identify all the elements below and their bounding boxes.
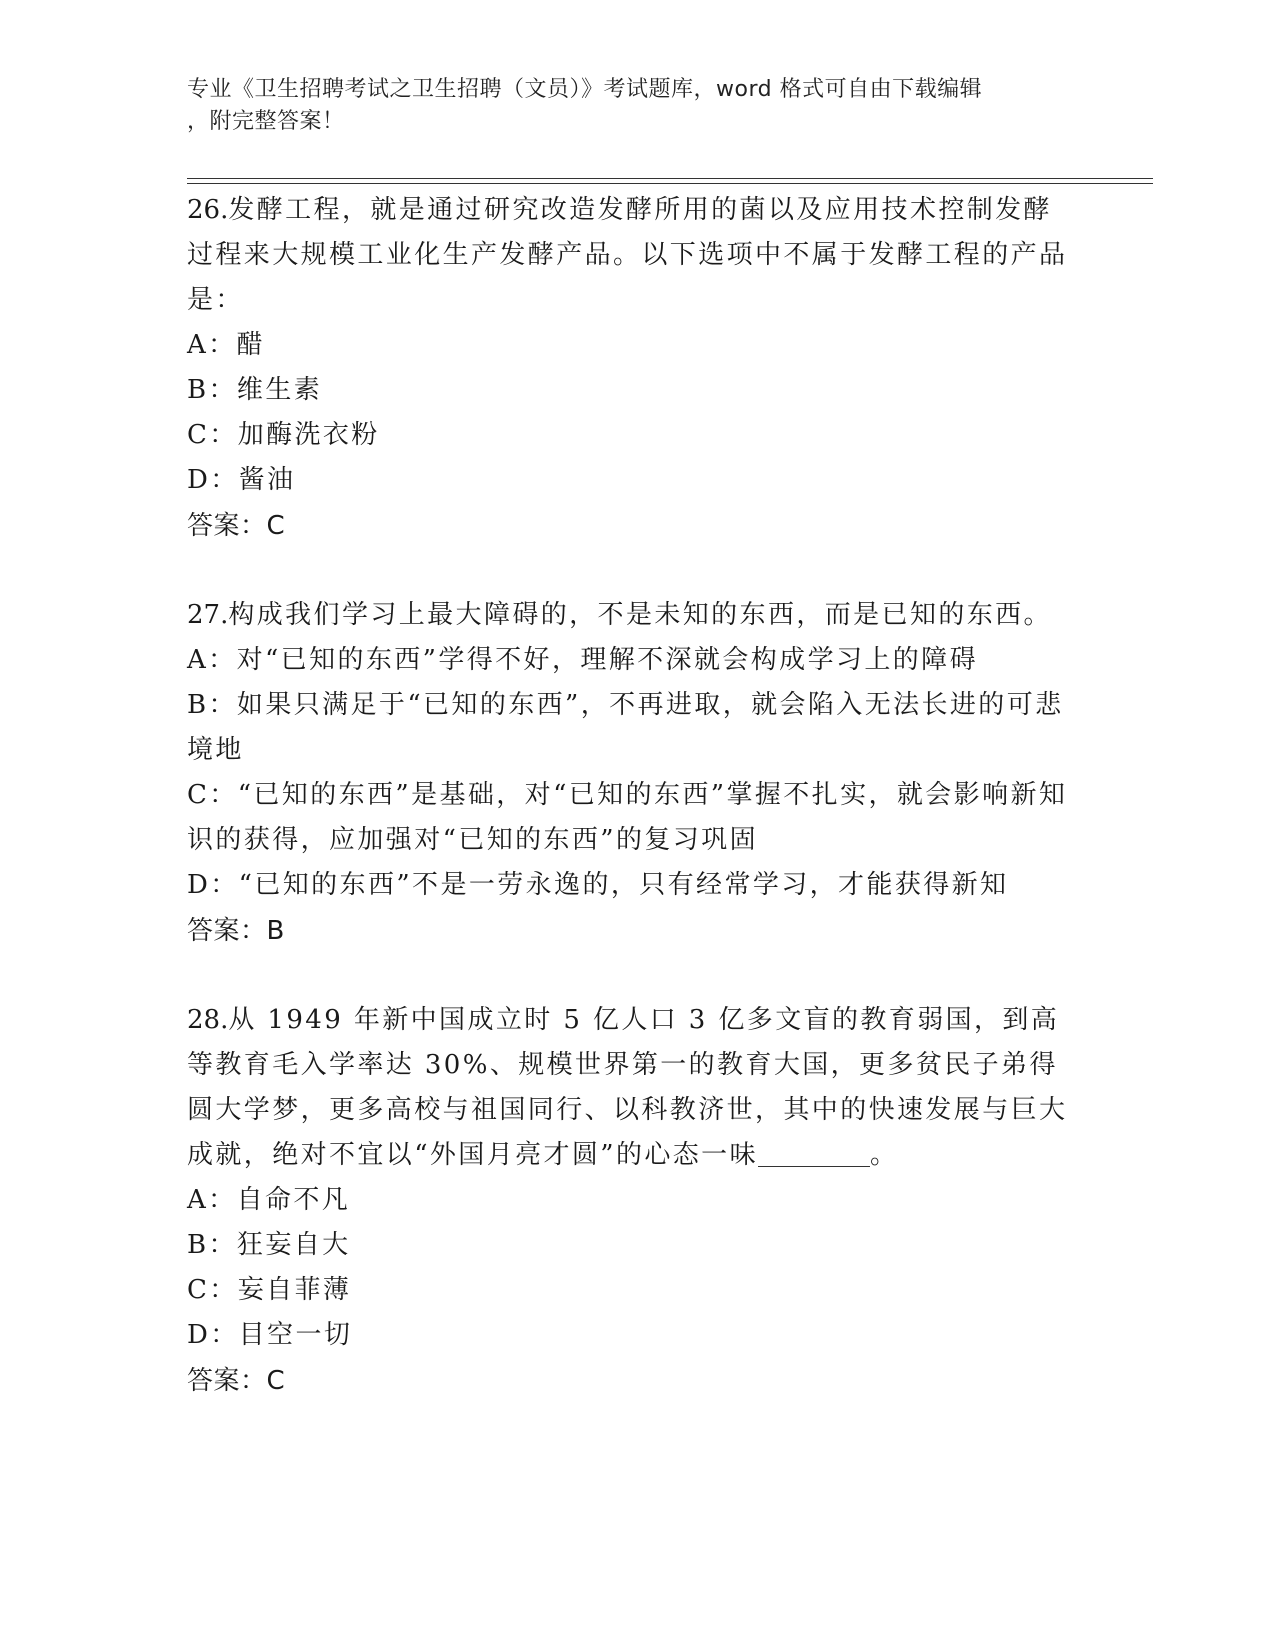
option-a bbox=[187, 638, 1077, 683]
option-label: C： bbox=[187, 1275, 238, 1305]
option-text: 醋 bbox=[236, 330, 265, 360]
question-27 bbox=[187, 593, 1077, 954]
header-line-1: 专业《卫生招聘考试之卫生招聘（文员）》考试题库，word 格式可自由下载编辑 bbox=[187, 77, 983, 102]
question-text: 构成我们学习上最大障碍的，不是未知的东西，而是已知的东西。 bbox=[228, 600, 1052, 630]
option-text: 目空一切 bbox=[238, 1320, 353, 1350]
answer-label: 答案： bbox=[187, 916, 267, 946]
question-number: 26. bbox=[187, 195, 229, 225]
option-text: 狂妄自大 bbox=[236, 1230, 351, 1260]
answer-line bbox=[187, 908, 1077, 954]
option-text: 加酶洗衣粉 bbox=[237, 420, 380, 450]
answer-label: 答案： bbox=[187, 511, 267, 541]
option-label: D： bbox=[187, 465, 239, 495]
option-d bbox=[187, 458, 1077, 503]
option-label: A： bbox=[187, 330, 237, 360]
question-list bbox=[187, 188, 1077, 1404]
header-divider-bottom bbox=[187, 183, 1153, 184]
option-label: C： bbox=[187, 420, 238, 450]
option-text: “已知的东西”不是一劳永逸的，只有经常学习，才能获得新知 bbox=[238, 870, 1009, 900]
question-stem bbox=[187, 998, 1077, 1178]
option-label: A： bbox=[187, 645, 237, 675]
option-label: B： bbox=[187, 1230, 237, 1260]
question-number: 28. bbox=[187, 1005, 229, 1035]
question-text-end: 。 bbox=[870, 1140, 899, 1170]
option-text: 维生素 bbox=[236, 375, 323, 405]
header-line-2: ，附完整答案！ bbox=[187, 109, 345, 134]
option-text: 如果只满足于“已知的东西”，不再进取，就会陷入无法长进的可悲境地 bbox=[187, 690, 1064, 765]
option-b bbox=[187, 1223, 1077, 1268]
option-text: 酱油 bbox=[238, 465, 296, 495]
question-text: 从 1949 年新中国成立时 5 亿人口 3 亿多文盲的教育弱国，到高等教育毛入学率达 30%、规模世界第一的教育大国，更多贫民子弟得圆大学梦，更多高校与祖国同行、以科教济世，其中的快速发展与巨大成就，绝对不宜以“外国月亮才圆”的心态一味 bbox=[187, 1005, 1068, 1170]
question-stem bbox=[187, 593, 1077, 638]
option-label: D： bbox=[187, 870, 239, 900]
question-26 bbox=[187, 188, 1077, 549]
question-number: 27. bbox=[187, 600, 229, 630]
option-label: B： bbox=[187, 375, 237, 405]
option-c bbox=[187, 1268, 1077, 1313]
answer-line bbox=[187, 1358, 1077, 1404]
option-a bbox=[187, 1178, 1077, 1223]
option-label: D： bbox=[187, 1320, 239, 1350]
fill-in-blank bbox=[758, 1140, 870, 1167]
answer-line bbox=[187, 503, 1077, 549]
option-text: 自命不凡 bbox=[236, 1185, 351, 1215]
header-divider-top bbox=[187, 178, 1153, 179]
answer-value: C bbox=[266, 511, 286, 541]
option-a bbox=[187, 323, 1077, 368]
answer-value: C bbox=[266, 1366, 286, 1396]
option-d bbox=[187, 863, 1077, 908]
question-stem bbox=[187, 188, 1077, 323]
answer-value: B bbox=[266, 916, 285, 946]
option-d bbox=[187, 1313, 1077, 1358]
option-text: 妄自菲薄 bbox=[237, 1275, 352, 1305]
option-label: C： bbox=[187, 780, 238, 810]
option-text: “已知的东西”是基础，对“已知的东西”掌握不扎实，就会影响新知识的获得，应加强对“已知的东西”的复习巩固 bbox=[187, 780, 1068, 855]
answer-label: 答案： bbox=[187, 1366, 267, 1396]
option-b bbox=[187, 368, 1077, 413]
option-c bbox=[187, 773, 1077, 863]
option-label: A： bbox=[187, 1185, 237, 1215]
option-c bbox=[187, 413, 1077, 458]
question-28 bbox=[187, 998, 1077, 1404]
question-text: 发酵工程，就是通过研究改造发酵所用的菌以及应用技术控制发酵过程来大规模工业化生产发酵产品。以下选项中不属于发酵工程的产品是： bbox=[187, 195, 1068, 315]
page-header bbox=[187, 74, 1067, 138]
option-b bbox=[187, 683, 1077, 773]
option-text: 对“已知的东西”学得不好，理解不深就会构成学习上的障碍 bbox=[236, 645, 978, 675]
option-label: B： bbox=[187, 690, 237, 720]
